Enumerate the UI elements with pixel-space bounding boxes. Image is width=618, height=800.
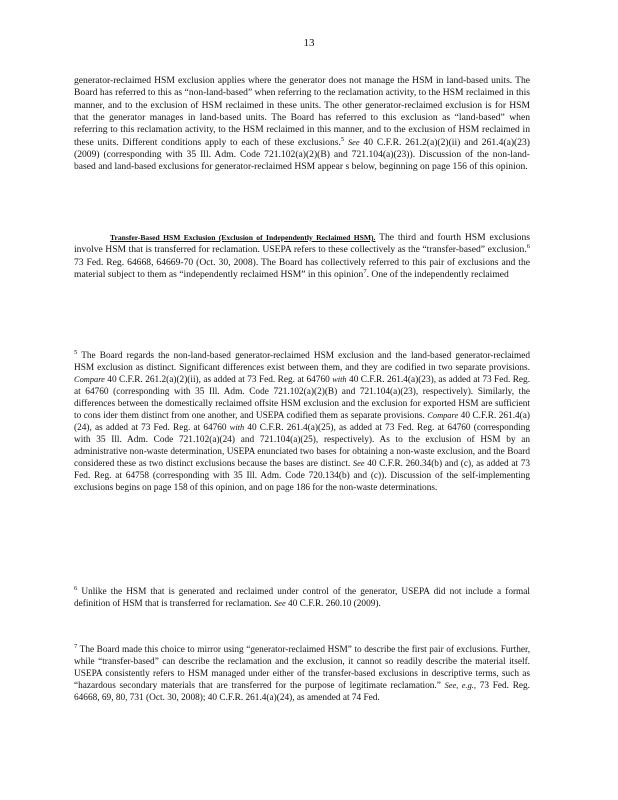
footnote-number: 7 <box>74 642 78 650</box>
footnote-ref-7: 7 <box>363 267 367 275</box>
para1-text-a: generator-reclaimed HSM exclusion applies where the generator does not manage the HSM in land-based units. The Board has referred to this as “non-land-based” when referring to the reclamation activity, to the HSM reclaimed in this manner, and to the exclusion of HSM reclaimed in these units. The other generator-reclaimed exclusion is for HSM that the generator manages in land-based units. The Board has referred to this exclusion as “land-based” when referring to this reclamation activity, to the HSM reclaimed in this manner, and to the exclusion of HSM reclaimed in these units. Different conditions apply to each of these exclusions. <box>74 75 530 148</box>
with-signal: with <box>332 375 347 384</box>
footnote-7-text-1: The Board made this choice to mirror using “generator-reclaimed HSM” to describe the first pair of exclusions. Further, while “transfer-based” can describe the reclamation and the exclusion, it cannot so readily describe the material itself. USEPA consistently refers to HSM managed under either of the transfer-based exclusions in descriptive terms, such as “hazardous secondary materials that are transferred for the purpose of legitimate reclamation.” <box>74 645 531 691</box>
body-paragraph-generator-reclaimed <box>74 75 530 174</box>
footnote-6 <box>74 586 530 610</box>
para2-text-a: The third and fourth HSM exclusions involve HSM that is transferred for reclamation. USEPA refers to these collectively as the “transfer-based” exclusion. <box>74 232 530 256</box>
footnote-7 <box>74 644 530 704</box>
with-signal: with <box>229 423 245 432</box>
footnote-5 <box>74 350 530 494</box>
body-paragraph-transfer-based <box>74 232 530 281</box>
see-signal: See <box>274 599 286 608</box>
footnote-5-text-2: 40 C.F.R. 261.2(a)(2)(ii), as added at 73 Fed. Reg. at 64760 <box>107 375 330 385</box>
see-signal: See <box>352 459 365 468</box>
para1-text-b: 40 C.F.R. 261.2(a)(2)(ii) and 261.4(a)(23) (2009) (corresponding with 35 Ill. Adm. Code 721.102(a)(2)(B) and 721.104(a)(23)). Discussion of the non-land-based and land-based exclusions for generator-reclaimed HSM appear s below, beginning on page 156 of this opinion. <box>74 136 530 173</box>
footnote-5-text-5: 40 C.F.R. 261.4(a)(25), as added at 73 Fed. Reg. at 64760 (corresponding with 35 Ill. Adm. Code 721.102(a)(24) and 721.104(a)(25), respectively). As to the exclusion of HSM by an administrative non-waste determination, USEPA enunciated two bases for obtaining a non-waste exclusion, and the Board considered these as two distinct exclusions because the bases are distinct. <box>74 423 530 469</box>
footnote-ref-5: 5 <box>340 135 345 143</box>
footnote-number: 5 <box>74 348 78 356</box>
footnote-5-text-3: 40 C.F.R. 261.4(a)(23), as added at 73 Fed. Reg. at 64760 (corresponding with 35 Ill. Adm. Code 721.102(a)(2)(B) and 721.104(a)(23), respectively). Similarly, the differences between the domestically reclaimed offsite HSM exclusion and the exclusion for exported HSM are sufficient to cons ider them distinct from one another, and USEPA codified them as separate provisions. <box>74 375 531 421</box>
section-heading-transfer-based: Transfer-Based HSM Exclusion (Exclusion of Independently Reclaimed HSM). <box>110 233 376 242</box>
compare-signal: Compare <box>427 411 459 420</box>
footnote-6-text-2: 40 C.F.R. 260.10 (2009). <box>288 599 381 609</box>
footnote-7-text-2: 73 Fed. Reg. 64668, 69, 80, 731 (Oct. 30, 2008); 40 C.F.R. 261.4(a)(24), as amended at 74 Fed. <box>74 681 530 703</box>
see-signal: See <box>347 137 360 147</box>
para2-text-c: . One of the independently reclaimed <box>366 269 509 281</box>
para2-text-b: 73 Fed. Reg. 64668, 64669-70 (Oct. 30, 2008). The Board has collectively referred to this pair of exclusions and the material subject to them as “independently reclaimed HSM” in this opinion <box>74 256 530 281</box>
footnote-number: 6 <box>74 584 78 592</box>
footnote-5-text-1: The Board regards the non-land-based generator-reclaimed HSM exclusion and the land-based generator-reclaimed HSM exclusion as distinct. Significant differences exist between them, and they are codified in two separate provisions. <box>74 351 530 373</box>
footnote-ref-6: 6 <box>526 243 530 251</box>
footnote-5-text-6: 40 C.F.R. 260.34(b) and (c), as added at 73 Fed. Reg. at 64758 (corresponding with 35 Ill. Adm. Code 720.134(b) and (c)). Discussion of the self-implementing exclusions begins on page 158 of this opinion, and on page 186 for the non-waste determinations. <box>74 459 531 493</box>
compare-signal: Compare <box>74 375 105 384</box>
footnote-5-text-4: 40 C.F.R. 261.4(a)(24), as added at 73 Fed. Reg. at 64760 <box>74 411 530 433</box>
footnote-6-text-1: Unlike the HSM that is generated and reclaimed under control of the generator, USEPA did not include a formal definition of HSM that is transferred for reclamation. <box>74 587 531 609</box>
page-number: 13 <box>303 37 315 49</box>
see-eg-signal: See, e.g., <box>444 681 476 690</box>
